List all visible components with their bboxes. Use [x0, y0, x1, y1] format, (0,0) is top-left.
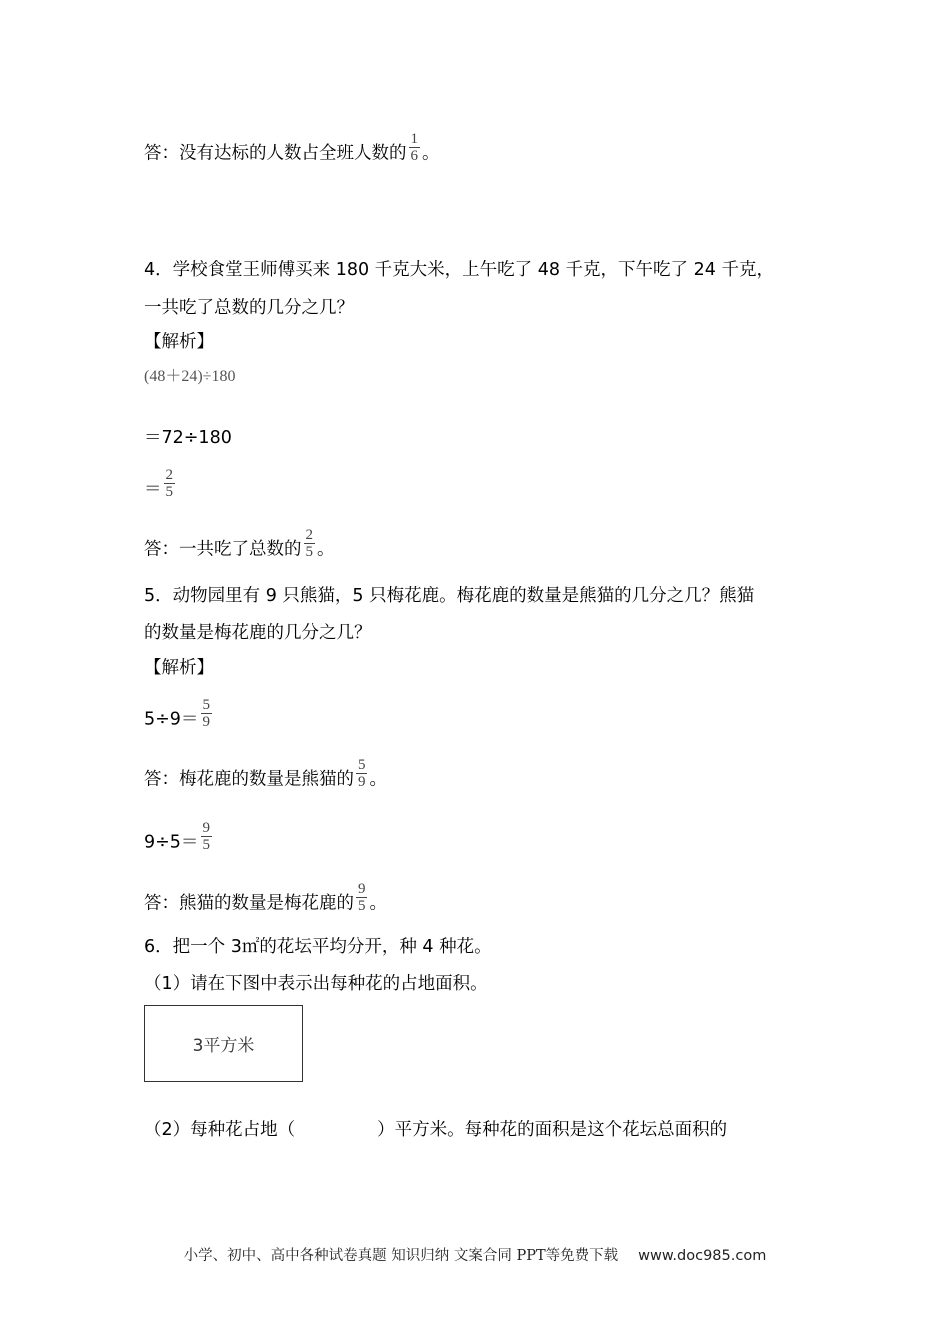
- page-footer: [0, 1244, 950, 1265]
- calc-step: ＝ $\frac{2}{5}$: [144, 467, 173, 500]
- calc-step: ＝72÷180: [144, 428, 232, 448]
- footer-text: 小学、初中、高中各种试卷真题 知识归纳 文案合同 PPT等免费下载: [183, 1248, 619, 1264]
- question-5-line2: 的数量是梅花鹿的几分之几？: [144, 623, 372, 643]
- question-5-line1: 5．动物园里有 9 只熊猫，5 只梅花鹿。梅花鹿的数量是熊猫的几分之几？熊猫: [144, 586, 755, 606]
- calc-step: 5÷9＝ $\frac{5}{9}$: [144, 697, 210, 730]
- calc-step: 9÷5＝ $\frac{9}{5}$: [144, 820, 210, 853]
- question-4-line1: 4．学校食堂王师傅买来 180 千克大米，上午吃了 48 千克，下午吃了 24 千克，: [144, 260, 774, 280]
- fraction: $\frac{5}{9}$: [202, 697, 210, 730]
- question-6-part1: （1）请在下图中表示出每种花的占地面积。: [144, 974, 488, 994]
- fraction: $\frac{2}{5}$: [165, 467, 173, 500]
- analysis-heading: 【解析】: [144, 658, 214, 678]
- answer-q5-1: 答：梅花鹿的数量是熊猫的 $\frac{5}{9}$ 。: [144, 757, 387, 790]
- fraction: $\frac{5}{9}$: [358, 757, 366, 790]
- question-6-part2: （2）每种花占地（ ）平方米。每种花的面积是这个花坛总面积的: [144, 1120, 728, 1140]
- fraction: $\frac{2}{5}$: [305, 527, 313, 560]
- flowerbed-rectangle: [144, 1005, 303, 1082]
- footer-url[interactable]: www.doc985.com: [638, 1248, 767, 1264]
- answer-q4: 答：一共吃了总数的 $\frac{2}{5}$ 。: [144, 527, 335, 560]
- answer-q5-2: 答：熊猫的数量是梅花鹿的 $\frac{9}{5}$ 。: [144, 881, 387, 914]
- analysis-heading: 【解析】: [144, 332, 214, 352]
- fraction: $\frac{9}{5}$: [202, 820, 210, 853]
- fraction: $\frac{9}{5}$: [358, 881, 366, 914]
- expression: (48＋24)÷180: [144, 368, 236, 385]
- answer-q3: 答：没有达标的人数占全班人数的 $\frac{1}{6}$ 。: [144, 131, 440, 164]
- fraction: $\frac{1}{6}$: [410, 131, 418, 164]
- question-6: 6．把一个 3㎡的花坛平均分开，种 4 种花。: [144, 937, 492, 957]
- question-4-line2: 一共吃了总数的几分之几？: [144, 298, 354, 318]
- flowerbed-label: 3平方米: [192, 1036, 255, 1056]
